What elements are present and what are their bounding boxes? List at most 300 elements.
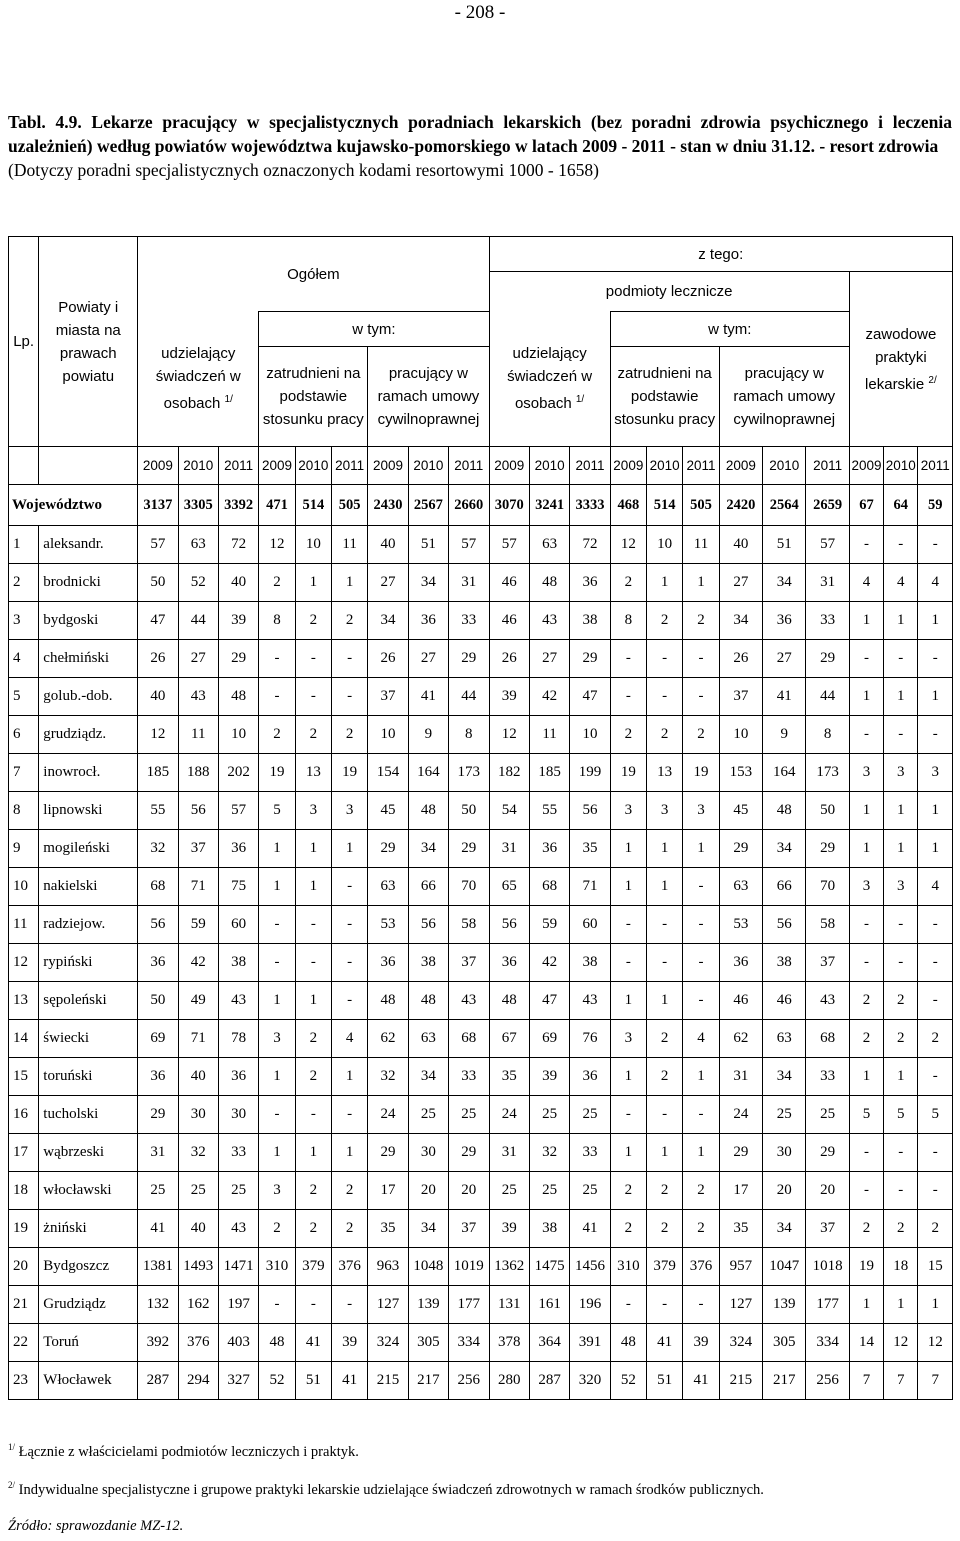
value-cell: 31 xyxy=(449,564,489,602)
value-cell: 2 xyxy=(331,716,367,754)
value-cell: 40 xyxy=(178,1058,218,1096)
value-cell: 37 xyxy=(449,1210,489,1248)
value-cell: - xyxy=(295,906,331,944)
value-cell: 256 xyxy=(449,1362,489,1400)
value-cell: 41 xyxy=(763,678,806,716)
value-cell: 19 xyxy=(849,1248,883,1286)
value-cell: 10 xyxy=(719,716,762,754)
value-cell: 34 xyxy=(763,1058,806,1096)
value-cell: 1362 xyxy=(489,1248,529,1286)
value-cell: 2 xyxy=(646,1172,682,1210)
value-cell: 37 xyxy=(178,830,218,868)
value-cell: - xyxy=(849,944,883,982)
value-cell: 43 xyxy=(570,982,610,1020)
row-name: Grudziądz xyxy=(39,1286,138,1324)
year-cell: 2011 xyxy=(918,447,953,485)
value-cell: 36 xyxy=(763,602,806,640)
value-cell: 52 xyxy=(610,1362,646,1400)
header-udzielajacy-podmioty xyxy=(489,312,610,447)
value-cell: 10 xyxy=(368,716,408,754)
value-cell: 153 xyxy=(719,754,762,792)
value-cell: 27 xyxy=(178,640,218,678)
value-cell: 1 xyxy=(646,830,682,868)
row-lp: 14 xyxy=(9,1020,39,1058)
value-cell: 35 xyxy=(489,1058,529,1096)
value-cell: - xyxy=(683,678,719,716)
value-cell: 3 xyxy=(884,754,918,792)
value-cell: 202 xyxy=(218,754,258,792)
value-cell: 19 xyxy=(610,754,646,792)
value-cell: - xyxy=(918,640,953,678)
value-cell: 1 xyxy=(259,868,295,906)
value-cell: 31 xyxy=(719,1058,762,1096)
value-cell: - xyxy=(683,868,719,906)
value-cell: 65 xyxy=(489,868,529,906)
value-cell: - xyxy=(918,1172,953,1210)
value-cell: 2564 xyxy=(763,485,806,526)
value-cell: 58 xyxy=(449,906,489,944)
value-cell: 5 xyxy=(849,1096,883,1134)
header-udzielajacy-label: udzielający świadczeń w osobach xyxy=(155,345,241,413)
table-row xyxy=(9,1172,953,1210)
value-cell: 4 xyxy=(849,564,883,602)
value-cell: 1 xyxy=(884,678,918,716)
value-cell: 12 xyxy=(884,1324,918,1362)
value-cell: - xyxy=(918,906,953,944)
value-cell: 64 xyxy=(884,485,918,526)
value-cell: 27 xyxy=(719,564,762,602)
header-powiaty: Powiaty i miasta na prawach powiatu xyxy=(39,237,138,447)
value-cell: 287 xyxy=(138,1362,178,1400)
value-cell: 63 xyxy=(719,868,762,906)
value-cell: 2420 xyxy=(719,485,762,526)
value-cell: 41 xyxy=(138,1210,178,1248)
row-lp: 22 xyxy=(9,1324,39,1362)
value-cell: 63 xyxy=(178,526,218,564)
value-cell: 58 xyxy=(806,906,849,944)
row-name: golub.-dob. xyxy=(39,678,138,716)
value-cell: - xyxy=(331,640,367,678)
value-cell: 25 xyxy=(218,1172,258,1210)
value-cell: - xyxy=(259,1286,295,1324)
value-cell: 2 xyxy=(646,716,682,754)
footnote-2-ref: 2/ xyxy=(928,374,937,386)
value-cell: 27 xyxy=(408,640,448,678)
table-row xyxy=(9,1324,953,1362)
value-cell: 173 xyxy=(449,754,489,792)
value-cell: 43 xyxy=(178,678,218,716)
header-w-tym-ogolem: w tym: xyxy=(259,312,489,347)
value-cell: 68 xyxy=(529,868,569,906)
value-cell: 44 xyxy=(178,602,218,640)
value-cell: 68 xyxy=(449,1020,489,1058)
value-cell: 24 xyxy=(489,1096,529,1134)
value-cell: 2 xyxy=(884,1020,918,1058)
years-row xyxy=(9,447,953,485)
value-cell: 1381 xyxy=(138,1248,178,1286)
value-cell: 48 xyxy=(218,678,258,716)
value-cell: 30 xyxy=(763,1134,806,1172)
value-cell: 15 xyxy=(918,1248,953,1286)
value-cell: 1 xyxy=(884,830,918,868)
year-cell: 2010 xyxy=(178,447,218,485)
value-cell: 25 xyxy=(178,1172,218,1210)
value-cell: 48 xyxy=(408,982,448,1020)
value-cell: 10 xyxy=(646,526,682,564)
value-cell: 3 xyxy=(259,1020,295,1058)
value-cell: 2 xyxy=(849,1210,883,1248)
value-cell: - xyxy=(259,640,295,678)
value-cell: 12 xyxy=(489,716,529,754)
value-cell: 69 xyxy=(138,1020,178,1058)
value-cell: 46 xyxy=(489,564,529,602)
value-cell: 1 xyxy=(683,564,719,602)
value-cell: - xyxy=(683,906,719,944)
value-cell: 47 xyxy=(570,678,610,716)
value-cell: - xyxy=(646,1286,682,1324)
value-cell: 2 xyxy=(646,1058,682,1096)
value-cell: 256 xyxy=(806,1362,849,1400)
value-cell: 2 xyxy=(295,716,331,754)
value-cell: - xyxy=(849,1172,883,1210)
value-cell: 67 xyxy=(489,1020,529,1058)
value-cell: 3 xyxy=(295,792,331,830)
value-cell: 38 xyxy=(408,944,448,982)
table-row xyxy=(9,640,953,678)
value-cell: 57 xyxy=(138,526,178,564)
value-cell: 2 xyxy=(646,1020,682,1058)
value-cell: 53 xyxy=(719,906,762,944)
value-cell: 1 xyxy=(331,1058,367,1096)
value-cell: - xyxy=(884,526,918,564)
value-cell: - xyxy=(610,1286,646,1324)
value-cell: 1 xyxy=(849,792,883,830)
row-name: brodnicki xyxy=(39,564,138,602)
value-cell: 1 xyxy=(918,830,953,868)
value-cell: - xyxy=(331,678,367,716)
row-name: lipnowski xyxy=(39,792,138,830)
value-cell: 1 xyxy=(331,830,367,868)
year-cell: 2010 xyxy=(884,447,918,485)
year-cell: 2010 xyxy=(295,447,331,485)
value-cell: - xyxy=(646,906,682,944)
value-cell: 26 xyxy=(368,640,408,678)
row-name: toruński xyxy=(39,1058,138,1096)
year-cell: 2010 xyxy=(646,447,682,485)
value-cell: 2 xyxy=(610,1172,646,1210)
value-cell: 364 xyxy=(529,1324,569,1362)
year-cell: 2009 xyxy=(849,447,883,485)
table-row xyxy=(9,1362,953,1400)
value-cell: - xyxy=(884,640,918,678)
value-cell: - xyxy=(849,1134,883,1172)
value-cell: 43 xyxy=(449,982,489,1020)
value-cell: 46 xyxy=(763,982,806,1020)
value-cell: 305 xyxy=(763,1324,806,1362)
value-cell: 63 xyxy=(529,526,569,564)
value-cell: 76 xyxy=(570,1020,610,1058)
value-cell: 320 xyxy=(570,1362,610,1400)
value-cell: 32 xyxy=(368,1058,408,1096)
value-cell: 63 xyxy=(368,868,408,906)
value-cell: 40 xyxy=(368,526,408,564)
value-cell: - xyxy=(646,1096,682,1134)
value-cell: 3 xyxy=(610,792,646,830)
footnote-1-mark: 1/ xyxy=(8,1442,16,1452)
value-cell: 33 xyxy=(570,1134,610,1172)
value-cell: 403 xyxy=(218,1324,258,1362)
value-cell: 26 xyxy=(138,640,178,678)
value-cell: 154 xyxy=(368,754,408,792)
value-cell: - xyxy=(884,944,918,982)
row-lp: 1 xyxy=(9,526,39,564)
value-cell: 1 xyxy=(849,602,883,640)
value-cell: 1456 xyxy=(570,1248,610,1286)
value-cell: 36 xyxy=(570,1058,610,1096)
value-cell: 30 xyxy=(408,1134,448,1172)
value-cell: - xyxy=(610,1096,646,1134)
value-cell: 2 xyxy=(849,982,883,1020)
value-cell: 32 xyxy=(178,1134,218,1172)
value-cell: - xyxy=(295,1286,331,1324)
row-name: bydgoski xyxy=(39,602,138,640)
value-cell: 55 xyxy=(529,792,569,830)
value-cell: 185 xyxy=(138,754,178,792)
value-cell: 514 xyxy=(295,485,331,526)
table-row xyxy=(9,1286,953,1324)
value-cell: 42 xyxy=(529,678,569,716)
value-cell: 40 xyxy=(719,526,762,564)
value-cell: 30 xyxy=(178,1096,218,1134)
value-cell: 25 xyxy=(489,1172,529,1210)
value-cell: 2 xyxy=(259,1210,295,1248)
value-cell: - xyxy=(918,982,953,1020)
value-cell: 379 xyxy=(295,1248,331,1286)
value-cell: 55 xyxy=(138,792,178,830)
value-cell: 12 xyxy=(259,526,295,564)
value-cell: 31 xyxy=(489,830,529,868)
header-zatrudnieni-ogolem: zatrudnieni na podstawie stosunku pracy xyxy=(259,347,368,447)
value-cell: 19 xyxy=(259,754,295,792)
value-cell: 48 xyxy=(368,982,408,1020)
value-cell: - xyxy=(849,716,883,754)
value-cell: 1 xyxy=(610,1058,646,1096)
value-cell: 1 xyxy=(646,564,682,602)
row-name: nakielski xyxy=(39,868,138,906)
value-cell: 1 xyxy=(331,564,367,602)
value-cell: 34 xyxy=(763,564,806,602)
value-cell: 75 xyxy=(218,868,258,906)
value-cell: 45 xyxy=(368,792,408,830)
value-cell: 182 xyxy=(489,754,529,792)
value-cell: 2 xyxy=(646,602,682,640)
value-cell: 32 xyxy=(138,830,178,868)
value-cell: 2 xyxy=(918,1020,953,1058)
value-cell: 52 xyxy=(259,1362,295,1400)
value-cell: - xyxy=(918,1058,953,1096)
value-cell: 25 xyxy=(570,1096,610,1134)
value-cell: 8 xyxy=(610,602,646,640)
value-cell: - xyxy=(849,906,883,944)
value-cell: 27 xyxy=(368,564,408,602)
value-cell: 468 xyxy=(610,485,646,526)
value-cell: 3 xyxy=(849,754,883,792)
value-cell: 33 xyxy=(806,602,849,640)
value-cell: 1 xyxy=(918,678,953,716)
value-cell: 127 xyxy=(368,1286,408,1324)
value-cell: 24 xyxy=(368,1096,408,1134)
value-cell: 2 xyxy=(849,1020,883,1058)
table-row xyxy=(9,868,953,906)
value-cell: 376 xyxy=(683,1248,719,1286)
value-cell: 11 xyxy=(331,526,367,564)
table-row xyxy=(9,1210,953,1248)
value-cell: 29 xyxy=(449,830,489,868)
value-cell: 287 xyxy=(529,1362,569,1400)
value-cell: 34 xyxy=(408,564,448,602)
value-cell: - xyxy=(331,868,367,906)
year-cell: 2011 xyxy=(570,447,610,485)
value-cell: 38 xyxy=(570,944,610,982)
value-cell: 60 xyxy=(218,906,258,944)
footnote-1-text: Łącznie z właścicielami podmiotów leczniczych i praktyk. xyxy=(18,1443,359,1460)
value-cell: 294 xyxy=(178,1362,218,1400)
year-cell: 2010 xyxy=(529,447,569,485)
value-cell: - xyxy=(683,1096,719,1134)
value-cell: 56 xyxy=(138,906,178,944)
footnote-1-ref: 1/ xyxy=(575,394,585,406)
value-cell: 26 xyxy=(719,640,762,678)
table-row xyxy=(9,1058,953,1096)
value-cell: - xyxy=(683,640,719,678)
value-cell: 2 xyxy=(295,602,331,640)
value-cell: 48 xyxy=(529,564,569,602)
value-cell: 324 xyxy=(368,1324,408,1362)
value-cell: 54 xyxy=(489,792,529,830)
row-name: rypiński xyxy=(39,944,138,982)
value-cell: 78 xyxy=(218,1020,258,1058)
years-blank-lp xyxy=(9,447,39,485)
wojewodztwo-label: Województwo xyxy=(9,485,138,526)
value-cell: 31 xyxy=(806,564,849,602)
value-cell: 39 xyxy=(489,678,529,716)
value-cell: 1493 xyxy=(178,1248,218,1286)
value-cell: 310 xyxy=(259,1248,295,1286)
table-row xyxy=(9,526,953,564)
value-cell: - xyxy=(849,526,883,564)
value-cell: - xyxy=(884,1172,918,1210)
value-cell: 70 xyxy=(449,868,489,906)
value-cell: 1 xyxy=(849,1058,883,1096)
value-cell: - xyxy=(259,678,295,716)
value-cell: 2 xyxy=(331,602,367,640)
value-cell: - xyxy=(884,906,918,944)
value-cell: 376 xyxy=(178,1324,218,1362)
value-cell: 41 xyxy=(646,1324,682,1362)
value-cell: 20 xyxy=(806,1172,849,1210)
value-cell: 49 xyxy=(178,982,218,1020)
value-cell: 32 xyxy=(529,1134,569,1172)
header-ogolem: Ogółem xyxy=(138,237,489,312)
value-cell: 35 xyxy=(570,830,610,868)
row-lp: 3 xyxy=(9,602,39,640)
value-cell: 3 xyxy=(610,1020,646,1058)
value-cell: 139 xyxy=(408,1286,448,1324)
value-cell: 40 xyxy=(178,1210,218,1248)
value-cell: 1 xyxy=(295,868,331,906)
table-row xyxy=(9,1020,953,1058)
value-cell: 1 xyxy=(259,982,295,1020)
value-cell: 34 xyxy=(408,830,448,868)
value-cell: 56 xyxy=(570,792,610,830)
value-cell: 8 xyxy=(806,716,849,754)
value-cell: 36 xyxy=(218,830,258,868)
value-cell: 29 xyxy=(368,830,408,868)
value-cell: 57 xyxy=(218,792,258,830)
value-cell: 34 xyxy=(763,830,806,868)
value-cell: 40 xyxy=(218,564,258,602)
value-cell: 10 xyxy=(570,716,610,754)
value-cell: - xyxy=(331,906,367,944)
value-cell: - xyxy=(295,678,331,716)
value-cell: 43 xyxy=(529,602,569,640)
value-cell: 2 xyxy=(295,1020,331,1058)
row-lp: 19 xyxy=(9,1210,39,1248)
value-cell: 3241 xyxy=(529,485,569,526)
value-cell: 217 xyxy=(763,1362,806,1400)
row-name: sępoleński xyxy=(39,982,138,1020)
value-cell: 5 xyxy=(259,792,295,830)
value-cell: 44 xyxy=(449,678,489,716)
value-cell: 14 xyxy=(849,1324,883,1362)
row-name: inowrocł. xyxy=(39,754,138,792)
value-cell: 69 xyxy=(529,1020,569,1058)
value-cell: 1 xyxy=(295,1134,331,1172)
value-cell: 3 xyxy=(646,792,682,830)
value-cell: 56 xyxy=(489,906,529,944)
value-cell: 280 xyxy=(489,1362,529,1400)
year-cell: 2010 xyxy=(408,447,448,485)
value-cell: 20 xyxy=(408,1172,448,1210)
value-cell: 46 xyxy=(489,602,529,640)
value-cell: 2659 xyxy=(806,485,849,526)
value-cell: 334 xyxy=(806,1324,849,1362)
value-cell: 72 xyxy=(570,526,610,564)
value-cell: 50 xyxy=(806,792,849,830)
value-cell: 161 xyxy=(529,1286,569,1324)
value-cell: 334 xyxy=(449,1324,489,1362)
value-cell: 36 xyxy=(408,602,448,640)
value-cell: - xyxy=(683,944,719,982)
value-cell: 56 xyxy=(408,906,448,944)
value-cell: 1018 xyxy=(806,1248,849,1286)
value-cell: 378 xyxy=(489,1324,529,1362)
value-cell: 17 xyxy=(368,1172,408,1210)
value-cell: 2 xyxy=(683,1210,719,1248)
value-cell: 8 xyxy=(449,716,489,754)
value-cell: 3 xyxy=(849,868,883,906)
value-cell: - xyxy=(610,678,646,716)
value-cell: 2 xyxy=(331,1210,367,1248)
value-cell: - xyxy=(918,526,953,564)
year-cell: 2011 xyxy=(449,447,489,485)
value-cell: 1 xyxy=(259,1134,295,1172)
value-cell: - xyxy=(884,716,918,754)
value-cell: 34 xyxy=(719,602,762,640)
value-cell: 33 xyxy=(806,1058,849,1096)
header-zawodowe-label: zawodowe praktyki lekarskie xyxy=(865,325,937,393)
value-cell: 38 xyxy=(218,944,258,982)
